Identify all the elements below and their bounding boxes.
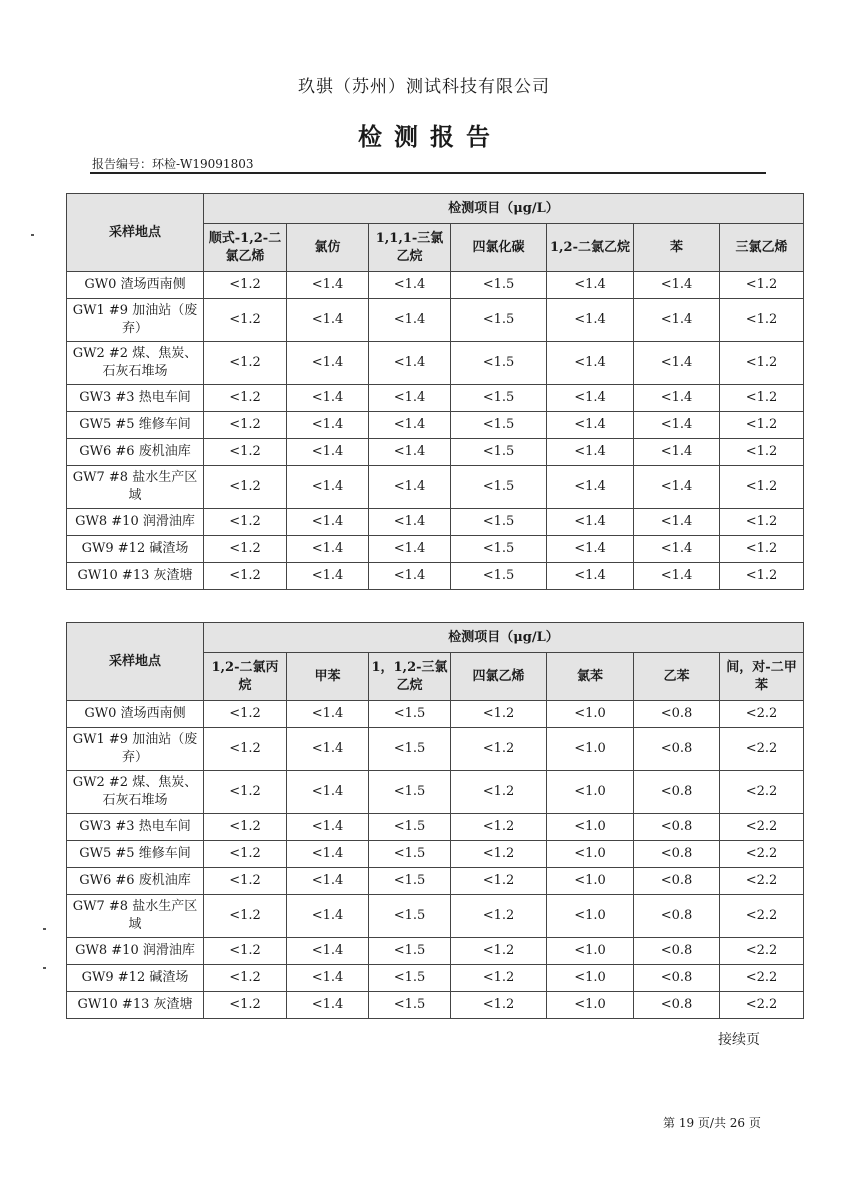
result-value: <0.8 bbox=[634, 895, 720, 938]
result-value: <1.4 bbox=[634, 563, 720, 590]
column-header: 四氯乙烯 bbox=[451, 653, 547, 701]
result-value: <1.2 bbox=[720, 385, 804, 412]
results-table-1 bbox=[66, 193, 804, 590]
result-value: <1.5 bbox=[369, 895, 451, 938]
result-value: <1.4 bbox=[369, 385, 451, 412]
column-header: 乙苯 bbox=[634, 653, 720, 701]
result-value: <1.4 bbox=[287, 868, 369, 895]
table-row bbox=[67, 814, 804, 841]
result-value: <1.2 bbox=[451, 701, 547, 728]
result-value: <1.0 bbox=[547, 938, 634, 965]
column-header: 氯苯 bbox=[547, 653, 634, 701]
sampling-location: GW1 #9 加油站（废弃） bbox=[67, 728, 204, 771]
result-value: <1.2 bbox=[204, 509, 287, 536]
result-value: <1.4 bbox=[287, 385, 369, 412]
result-value: <0.8 bbox=[634, 771, 720, 814]
sampling-location: GW0 渣场西南侧 bbox=[67, 272, 204, 299]
result-value: <1.2 bbox=[720, 563, 804, 590]
column-header: 顺式-1,2-二氯乙烯 bbox=[204, 224, 287, 272]
result-value: <1.5 bbox=[451, 342, 547, 385]
result-value: <1.4 bbox=[369, 412, 451, 439]
table-row bbox=[67, 466, 804, 509]
result-value: <1.4 bbox=[634, 509, 720, 536]
result-value: <2.2 bbox=[720, 841, 804, 868]
result-value: <1.4 bbox=[287, 272, 369, 299]
sampling-location: GW2 #2 煤、焦炭、石灰石堆场 bbox=[67, 771, 204, 814]
table-row bbox=[67, 895, 804, 938]
table-row bbox=[67, 299, 804, 342]
result-value: <1.0 bbox=[547, 728, 634, 771]
result-value: <1.4 bbox=[287, 992, 369, 1019]
result-value: <1.4 bbox=[287, 814, 369, 841]
sampling-location: GW9 #12 碱渣场 bbox=[67, 965, 204, 992]
result-value: <1.2 bbox=[720, 342, 804, 385]
result-value: <1.4 bbox=[369, 439, 451, 466]
document-title: 检测报告 bbox=[358, 122, 502, 151]
result-value: <2.2 bbox=[720, 992, 804, 1019]
result-value: <1.4 bbox=[634, 342, 720, 385]
result-value: <0.8 bbox=[634, 841, 720, 868]
result-value: <1.2 bbox=[720, 439, 804, 466]
table-row bbox=[67, 272, 804, 299]
sampling-location: GW5 #5 维修车间 bbox=[67, 412, 204, 439]
result-value: <1.2 bbox=[204, 536, 287, 563]
result-value: <1.2 bbox=[204, 385, 287, 412]
table-row bbox=[67, 965, 804, 992]
result-value: <1.2 bbox=[204, 342, 287, 385]
column-header: 四氯化碳 bbox=[451, 224, 547, 272]
result-value: <1.4 bbox=[369, 563, 451, 590]
sampling-location: GW2 #2 煤、焦炭、石灰石堆场 bbox=[67, 342, 204, 385]
column-header: 1,1,1-三氯乙烷 bbox=[369, 224, 451, 272]
result-value: <1.4 bbox=[287, 466, 369, 509]
result-value: <1.4 bbox=[547, 299, 634, 342]
table-row bbox=[67, 992, 804, 1019]
result-value: <1.0 bbox=[547, 895, 634, 938]
result-value: <1.4 bbox=[287, 728, 369, 771]
result-value: <1.5 bbox=[369, 728, 451, 771]
result-value: <1.4 bbox=[634, 466, 720, 509]
table-row bbox=[67, 728, 804, 771]
sampling-location: GW3 #3 热电车间 bbox=[67, 385, 204, 412]
result-value: <1.2 bbox=[720, 466, 804, 509]
result-value: <2.2 bbox=[720, 728, 804, 771]
result-value: <1.4 bbox=[287, 412, 369, 439]
table-row bbox=[67, 342, 804, 385]
result-value: <1.5 bbox=[369, 701, 451, 728]
result-value: <1.2 bbox=[204, 412, 287, 439]
result-value: <2.2 bbox=[720, 965, 804, 992]
table-row bbox=[67, 509, 804, 536]
result-value: <1.4 bbox=[634, 299, 720, 342]
result-value: <1.0 bbox=[547, 771, 634, 814]
result-value: <1.5 bbox=[369, 868, 451, 895]
result-value: <1.4 bbox=[287, 701, 369, 728]
page-number: 第 19 页/共 26 页 bbox=[663, 1116, 761, 1130]
result-value: <1.2 bbox=[451, 965, 547, 992]
result-value: <1.5 bbox=[451, 509, 547, 536]
result-value: <1.5 bbox=[451, 412, 547, 439]
result-value: <1.4 bbox=[547, 466, 634, 509]
result-value: <1.5 bbox=[369, 771, 451, 814]
result-value: <1.4 bbox=[634, 412, 720, 439]
result-value: <1.4 bbox=[287, 563, 369, 590]
result-value: <1.4 bbox=[547, 342, 634, 385]
result-value: <1.2 bbox=[720, 509, 804, 536]
header-rule bbox=[90, 172, 766, 174]
result-value: <1.2 bbox=[451, 992, 547, 1019]
column-header: 1，1,2-三氯乙烷 bbox=[369, 653, 451, 701]
sampling-location: GW10 #13 灰渣塘 bbox=[67, 563, 204, 590]
result-value: <1.2 bbox=[204, 466, 287, 509]
scan-speck bbox=[31, 234, 34, 236]
result-value: <1.5 bbox=[369, 814, 451, 841]
result-value: <1.5 bbox=[451, 299, 547, 342]
table-row bbox=[67, 536, 804, 563]
result-value: <1.4 bbox=[287, 299, 369, 342]
result-value: <1.2 bbox=[204, 439, 287, 466]
group-header: 检测项目（μg/L） bbox=[204, 623, 804, 653]
result-value: <1.4 bbox=[287, 771, 369, 814]
sampling-location: GW6 #6 废机油库 bbox=[67, 439, 204, 466]
sampling-location: GW3 #3 热电车间 bbox=[67, 814, 204, 841]
result-value: <1.5 bbox=[451, 385, 547, 412]
result-value: <1.0 bbox=[547, 992, 634, 1019]
table-row bbox=[67, 868, 804, 895]
result-value: <1.4 bbox=[287, 938, 369, 965]
result-value: <1.4 bbox=[369, 299, 451, 342]
result-value: <1.2 bbox=[204, 814, 287, 841]
result-value: <1.2 bbox=[204, 841, 287, 868]
result-value: <1.5 bbox=[369, 841, 451, 868]
result-value: <1.4 bbox=[369, 509, 451, 536]
result-value: <1.4 bbox=[287, 965, 369, 992]
result-value: <0.8 bbox=[634, 701, 720, 728]
result-value: <1.2 bbox=[204, 563, 287, 590]
group-header: 检测项目（μg/L） bbox=[204, 194, 804, 224]
column-header: 苯 bbox=[634, 224, 720, 272]
result-value: <1.4 bbox=[547, 536, 634, 563]
sampling-location: GW10 #13 灰渣塘 bbox=[67, 992, 204, 1019]
result-value: <1.4 bbox=[287, 841, 369, 868]
result-value: <1.2 bbox=[204, 938, 287, 965]
result-value: <1.5 bbox=[451, 563, 547, 590]
result-value: <1.4 bbox=[287, 509, 369, 536]
result-value: <1.0 bbox=[547, 814, 634, 841]
continued-note: 接续页 bbox=[718, 1032, 760, 1048]
result-value: <1.2 bbox=[451, 728, 547, 771]
table-row bbox=[67, 412, 804, 439]
result-value: <1.2 bbox=[451, 841, 547, 868]
report-number: 报告编号：环检-W19091803 bbox=[92, 157, 254, 171]
column-header: 氯仿 bbox=[287, 224, 369, 272]
result-value: <1.2 bbox=[204, 701, 287, 728]
result-value: <1.4 bbox=[287, 536, 369, 563]
result-value: <2.2 bbox=[720, 938, 804, 965]
result-value: <1.4 bbox=[547, 439, 634, 466]
column-header: 1,2-二氯乙烷 bbox=[547, 224, 634, 272]
result-value: <1.2 bbox=[204, 728, 287, 771]
column-header: 三氯乙烯 bbox=[720, 224, 804, 272]
sampling-location: GW1 #9 加油站（废弃） bbox=[67, 299, 204, 342]
column-header: 1,2-二氯丙烷 bbox=[204, 653, 287, 701]
result-value: <1.2 bbox=[204, 299, 287, 342]
result-value: <1.2 bbox=[451, 814, 547, 841]
result-value: <1.2 bbox=[204, 895, 287, 938]
result-value: <0.8 bbox=[634, 965, 720, 992]
result-value: <1.4 bbox=[287, 342, 369, 385]
result-value: <0.8 bbox=[634, 992, 720, 1019]
result-value: <1.2 bbox=[720, 536, 804, 563]
result-value: <1.4 bbox=[634, 536, 720, 563]
results-table-2 bbox=[66, 622, 804, 1019]
sampling-location: GW7 #8 盐水生产区域 bbox=[67, 895, 204, 938]
result-value: <1.2 bbox=[204, 272, 287, 299]
result-value: <1.2 bbox=[451, 868, 547, 895]
result-value: <1.0 bbox=[547, 841, 634, 868]
company-name: 玖骐（苏州）测试科技有限公司 bbox=[298, 77, 550, 97]
result-value: <1.4 bbox=[547, 385, 634, 412]
result-value: <2.2 bbox=[720, 701, 804, 728]
table-row bbox=[67, 771, 804, 814]
result-value: <1.4 bbox=[369, 342, 451, 385]
result-value: <1.0 bbox=[547, 701, 634, 728]
result-value: <0.8 bbox=[634, 938, 720, 965]
table-row bbox=[67, 938, 804, 965]
result-value: <1.0 bbox=[547, 965, 634, 992]
result-value: <1.4 bbox=[634, 385, 720, 412]
result-value: <1.4 bbox=[547, 412, 634, 439]
result-value: <1.2 bbox=[204, 868, 287, 895]
result-value: <1.2 bbox=[451, 938, 547, 965]
result-value: <1.4 bbox=[369, 536, 451, 563]
result-value: <1.2 bbox=[720, 299, 804, 342]
result-value: <1.4 bbox=[369, 466, 451, 509]
location-header: 采样地点 bbox=[67, 623, 204, 701]
table-row bbox=[67, 701, 804, 728]
result-value: <0.8 bbox=[634, 814, 720, 841]
result-value: <1.5 bbox=[451, 536, 547, 563]
sampling-location: GW7 #8 盐水生产区域 bbox=[67, 466, 204, 509]
result-value: <1.4 bbox=[547, 272, 634, 299]
column-header: 间，对-二甲苯 bbox=[720, 653, 804, 701]
table-row bbox=[67, 385, 804, 412]
result-value: <1.4 bbox=[287, 895, 369, 938]
result-value: <1.2 bbox=[204, 965, 287, 992]
table-row bbox=[67, 563, 804, 590]
result-value: <1.4 bbox=[287, 439, 369, 466]
result-value: <2.2 bbox=[720, 868, 804, 895]
result-value: <1.4 bbox=[634, 272, 720, 299]
result-value: <1.5 bbox=[369, 938, 451, 965]
result-value: <1.2 bbox=[204, 771, 287, 814]
result-value: <2.2 bbox=[720, 814, 804, 841]
scan-speck bbox=[43, 928, 46, 930]
sampling-location: GW8 #10 润滑油库 bbox=[67, 938, 204, 965]
result-value: <1.5 bbox=[451, 439, 547, 466]
result-value: <1.5 bbox=[451, 272, 547, 299]
sampling-location: GW5 #5 维修车间 bbox=[67, 841, 204, 868]
result-value: <1.4 bbox=[634, 439, 720, 466]
result-value: <2.2 bbox=[720, 771, 804, 814]
result-value: <1.4 bbox=[547, 509, 634, 536]
table-row bbox=[67, 841, 804, 868]
result-value: <1.2 bbox=[204, 992, 287, 1019]
result-value: <0.8 bbox=[634, 868, 720, 895]
table-row bbox=[67, 439, 804, 466]
sampling-location: GW9 #12 碱渣场 bbox=[67, 536, 204, 563]
result-value: <1.2 bbox=[451, 895, 547, 938]
result-value: <1.0 bbox=[547, 868, 634, 895]
result-value: <1.4 bbox=[547, 563, 634, 590]
column-header: 甲苯 bbox=[287, 653, 369, 701]
result-value: <2.2 bbox=[720, 895, 804, 938]
result-value: <0.8 bbox=[634, 728, 720, 771]
result-value: <1.5 bbox=[369, 965, 451, 992]
sampling-location: GW0 渣场西南侧 bbox=[67, 701, 204, 728]
result-value: <1.4 bbox=[369, 272, 451, 299]
result-value: <1.2 bbox=[720, 272, 804, 299]
sampling-location: GW8 #10 润滑油库 bbox=[67, 509, 204, 536]
location-header: 采样地点 bbox=[67, 194, 204, 272]
sampling-location: GW6 #6 废机油库 bbox=[67, 868, 204, 895]
result-value: <1.2 bbox=[720, 412, 804, 439]
result-value: <1.2 bbox=[451, 771, 547, 814]
scan-speck bbox=[43, 967, 46, 969]
result-value: <1.5 bbox=[369, 992, 451, 1019]
result-value: <1.5 bbox=[451, 466, 547, 509]
